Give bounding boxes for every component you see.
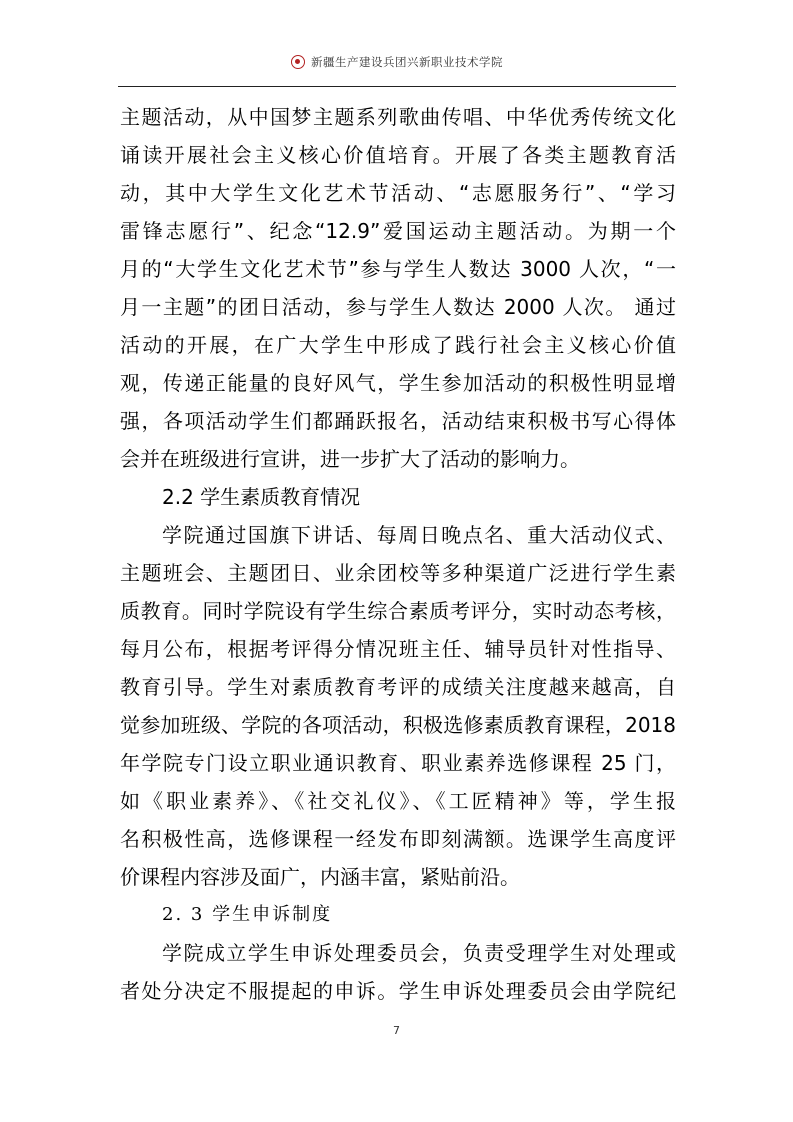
paragraph-line: 质教育。同时学院设有学生综合素质考评分，实时动态考核，: [120, 599, 676, 623]
paragraph-line: 活动的开展，在广大学生中形成了践行社会主义核心价值: [120, 333, 676, 357]
paragraph-line: 强，各项活动学生们都踊跃报名，活动结束积极书写心得体: [120, 409, 676, 433]
college-emblem-icon: [291, 55, 305, 69]
section-heading: 2. 3 学生申诉制度: [162, 904, 333, 925]
paragraph-line: 名积极性高，选修课程一经发布即刻满额。选课学生高度评: [120, 827, 676, 851]
paragraph-line: 如《职业素养》、《社交礼仪》、《工匠精神》等，学生报: [120, 789, 676, 813]
header-bar: [118, 54, 676, 70]
paragraph-line: 学院成立学生申诉处理委员会，负责受理学生对处理或: [162, 941, 676, 965]
paragraph-line: 者处分决定不服提起的申诉。学生申诉处理委员会由学院纪: [120, 979, 676, 1003]
page-header: [118, 48, 676, 87]
section-heading: 2.2 学生素质教育情况: [162, 485, 361, 509]
paragraph-line: 年学院专门设立职业通识教育、职业素养选修课程 25 门，: [120, 751, 676, 775]
paragraph-line: 价课程内容涉及面广，内涵丰富，紧贴前沿。: [120, 865, 520, 889]
paragraph-line: 月一主题”的团日活动，参与学生人数达 2000 人次。 通过: [120, 295, 676, 319]
paragraph-line: 主题班会、主题团日、业余团校等多种渠道广泛进行学生素: [120, 561, 676, 585]
header-title: 新疆生产建设兵团兴新职业技术学院: [311, 55, 503, 69]
paragraph-line: 观，传递正能量的良好风气，学生参加活动的积极性明显增: [120, 371, 676, 395]
document-body: [120, 98, 676, 1010]
paragraph-line: 月的“大学生文化艺术节”参与学生人数达 3000 人次，“一: [120, 257, 676, 281]
paragraph-line: 教育引导。学生对素质教育考评的成绩关注度越来越高，自: [120, 675, 676, 699]
paragraph-line: 动，其中大学生文化艺术节活动、“志愿服务行”、“学习: [120, 181, 676, 205]
paragraph-line: 学院通过国旗下讲话、每周日晚点名、重大活动仪式、: [162, 523, 676, 547]
paragraph-line: 诵读开展社会主义核心价值培育。开展了各类主题教育活: [120, 143, 676, 167]
paragraph-line: 觉参加班级、学院的各项活动，积极选修素质教育课程，2018: [120, 713, 676, 737]
paragraph-line: 会并在班级进行宣讲，进一步扩大了活动的影响力。: [120, 447, 580, 471]
paragraph-line: 每月公布，根据考评得分情况班主任、辅导员针对性指导、: [120, 637, 676, 661]
page-number: 7: [393, 1024, 400, 1037]
paragraph-line: 雷锋志愿行”、纪念“12.9”爱国运动主题活动。为期一个: [120, 219, 676, 243]
paragraph-line: 主题活动，从中国梦主题系列歌曲传唱、中华优秀传统文化: [120, 105, 676, 129]
